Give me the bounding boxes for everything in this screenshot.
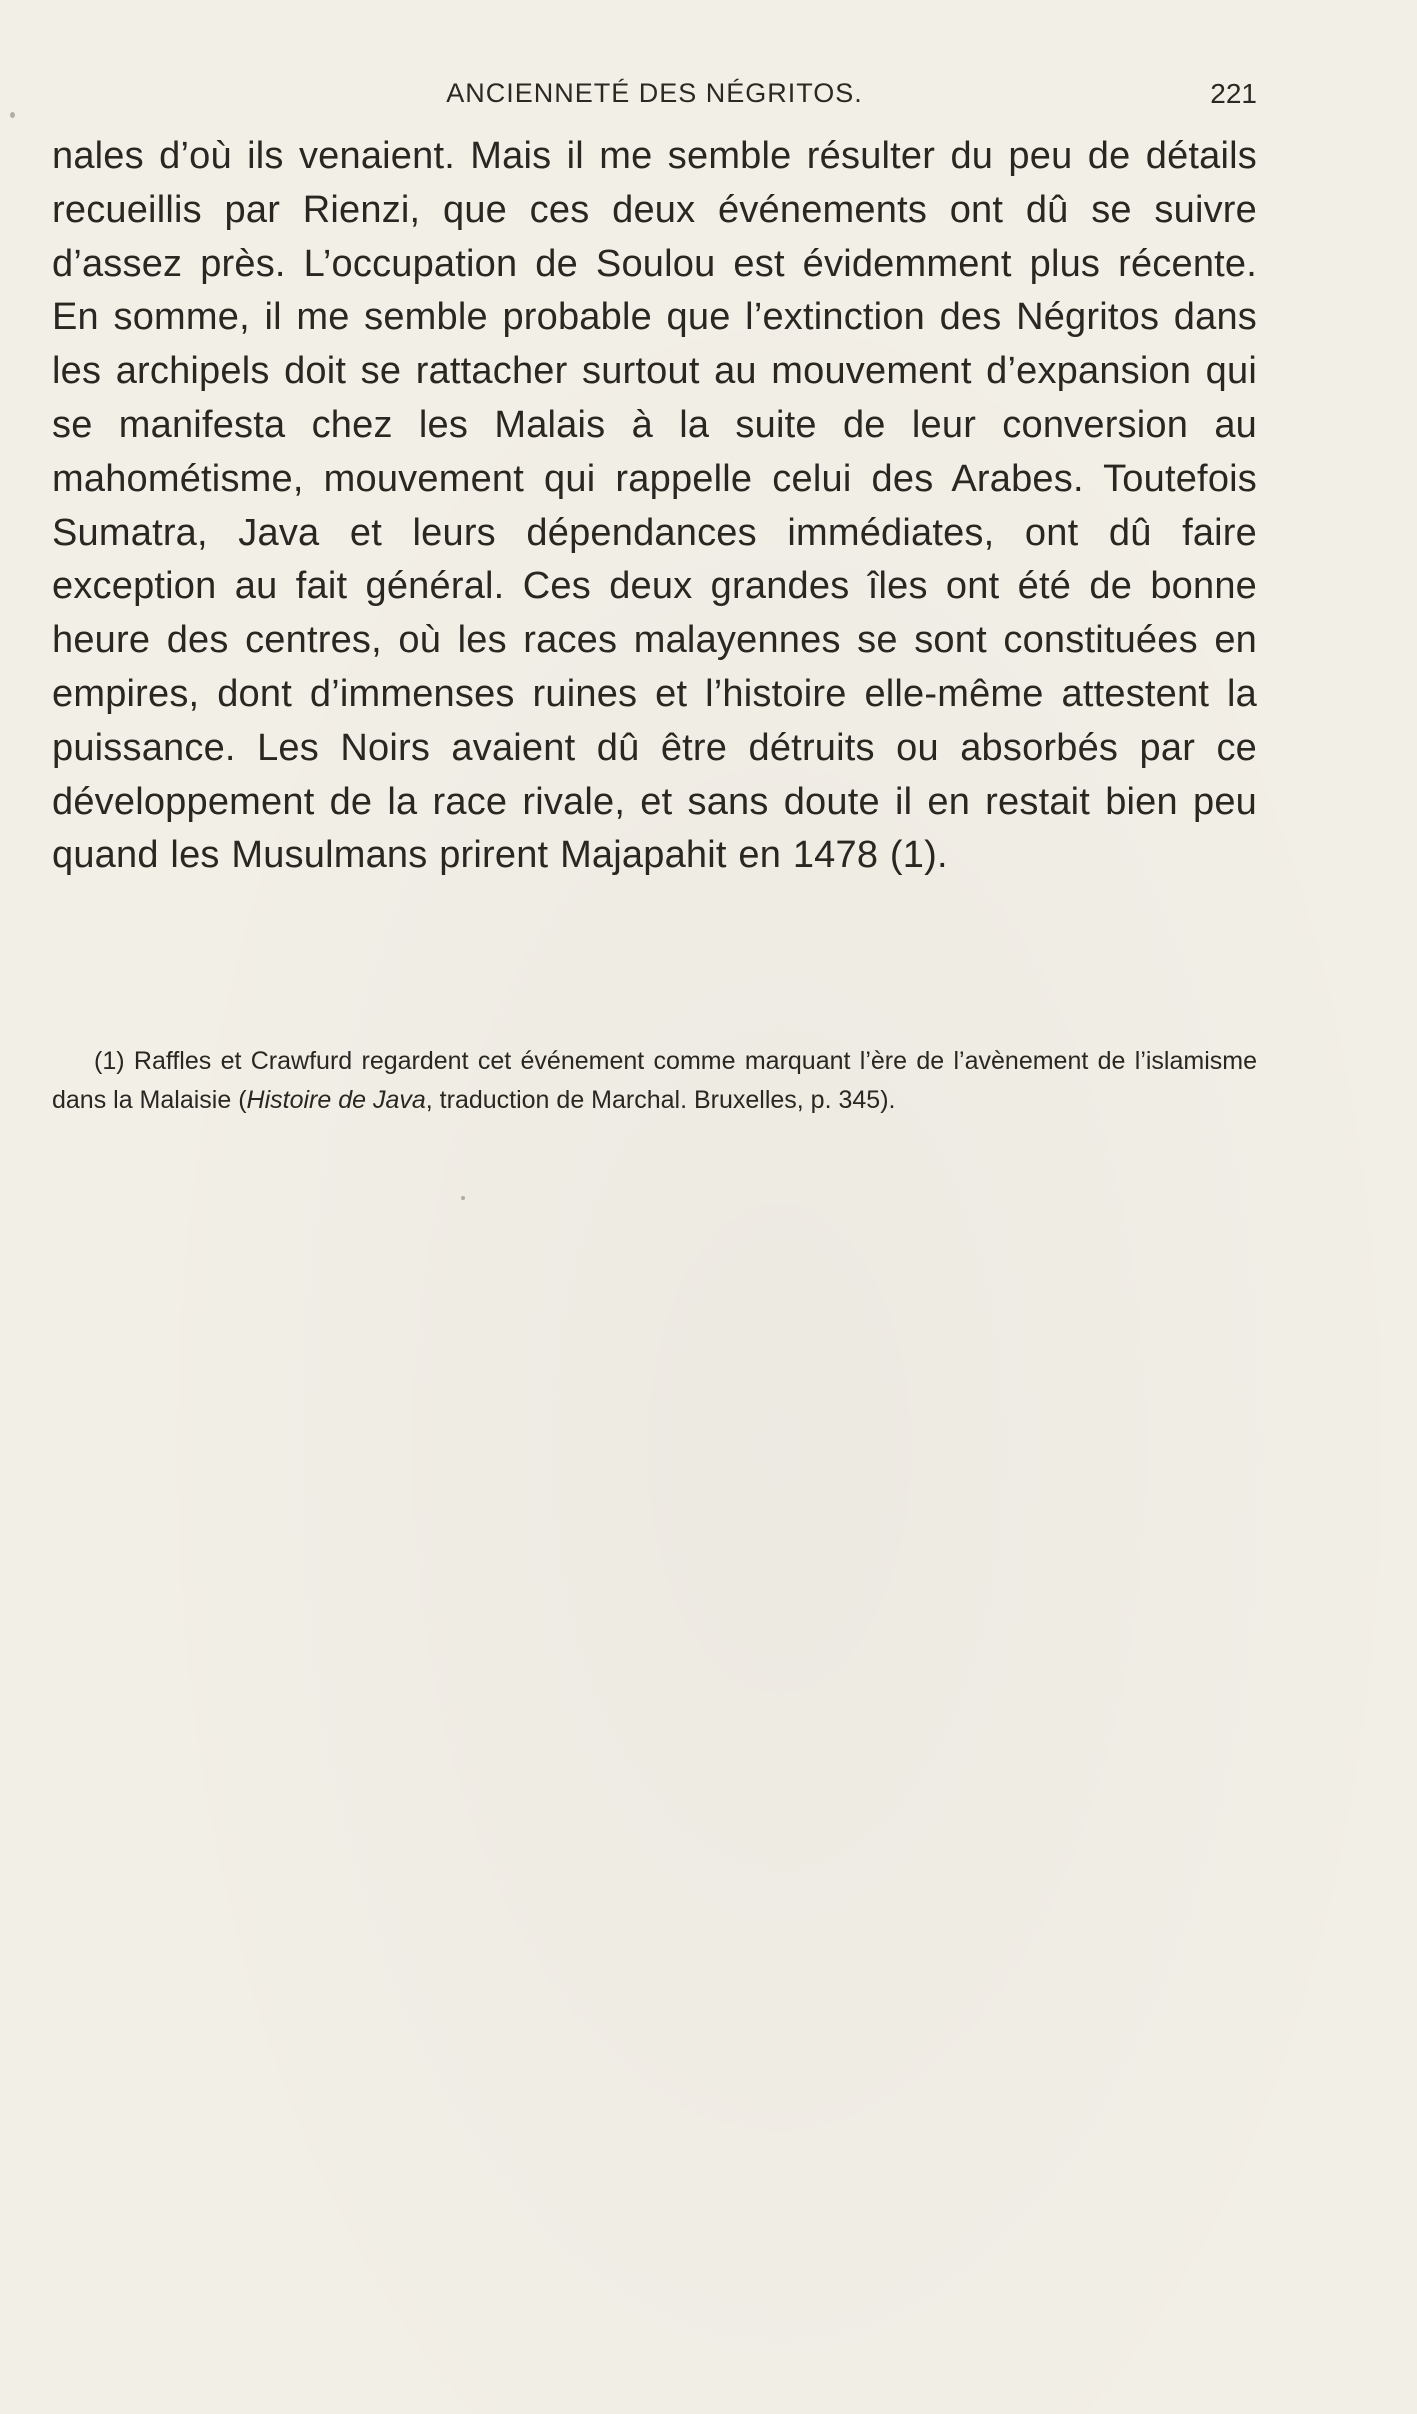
running-title: ANCIENNETÉ DES NÉGRITOS. (446, 78, 863, 108)
footnote-book-title: Histoire de Java (246, 1085, 426, 1114)
running-head (52, 78, 1257, 118)
footnote-text-end: , traduction de Marchal. Bruxelles, p. 345). (425, 1085, 896, 1114)
paper-speck (10, 112, 15, 118)
footnote-text-start: (1) Raffles et Crawfurd regardent cet événement comme marquant l’ère de l’avènement de l’islamisme dans la Malaisie ( (52, 1047, 1257, 1114)
body-paragraph: nales d’où ils venaient. Mais il me semble résulter du peu de détails recueillis par Rienzi, que ces deux événements ont dû se suivre d’assez près. L’occupation de Soulou est évidemment plus récente. En somme, il me semble probable que l’extinction des Négritos dans les archipels doit se rattacher surtout au mouvement d’expansion qui se manifesta chez les Malais à la suite de leur conversion au mahométisme, mouvement qui rappelle celui des Arabes. Toutefois Sumatra, Java et leurs dépendances immédiates, ont dû faire exception au fait général. Ces deux grandes îles ont été de bonne heure des centres, où les races malayennes se sont constituées en empires, dont d’immenses ruines et l’histoire elle-même attestent la puissance. Les Noirs avaient dû être détruits ou absorbés par ce développement de la race rivale, et sans doute il en restait bien peu quand les Musulmans prirent Majapahit en 1478 (1). (52, 135, 1257, 877)
footnote (52, 1042, 1257, 1119)
page-number: 221 (1210, 78, 1257, 109)
paper-speck (461, 1196, 465, 1200)
